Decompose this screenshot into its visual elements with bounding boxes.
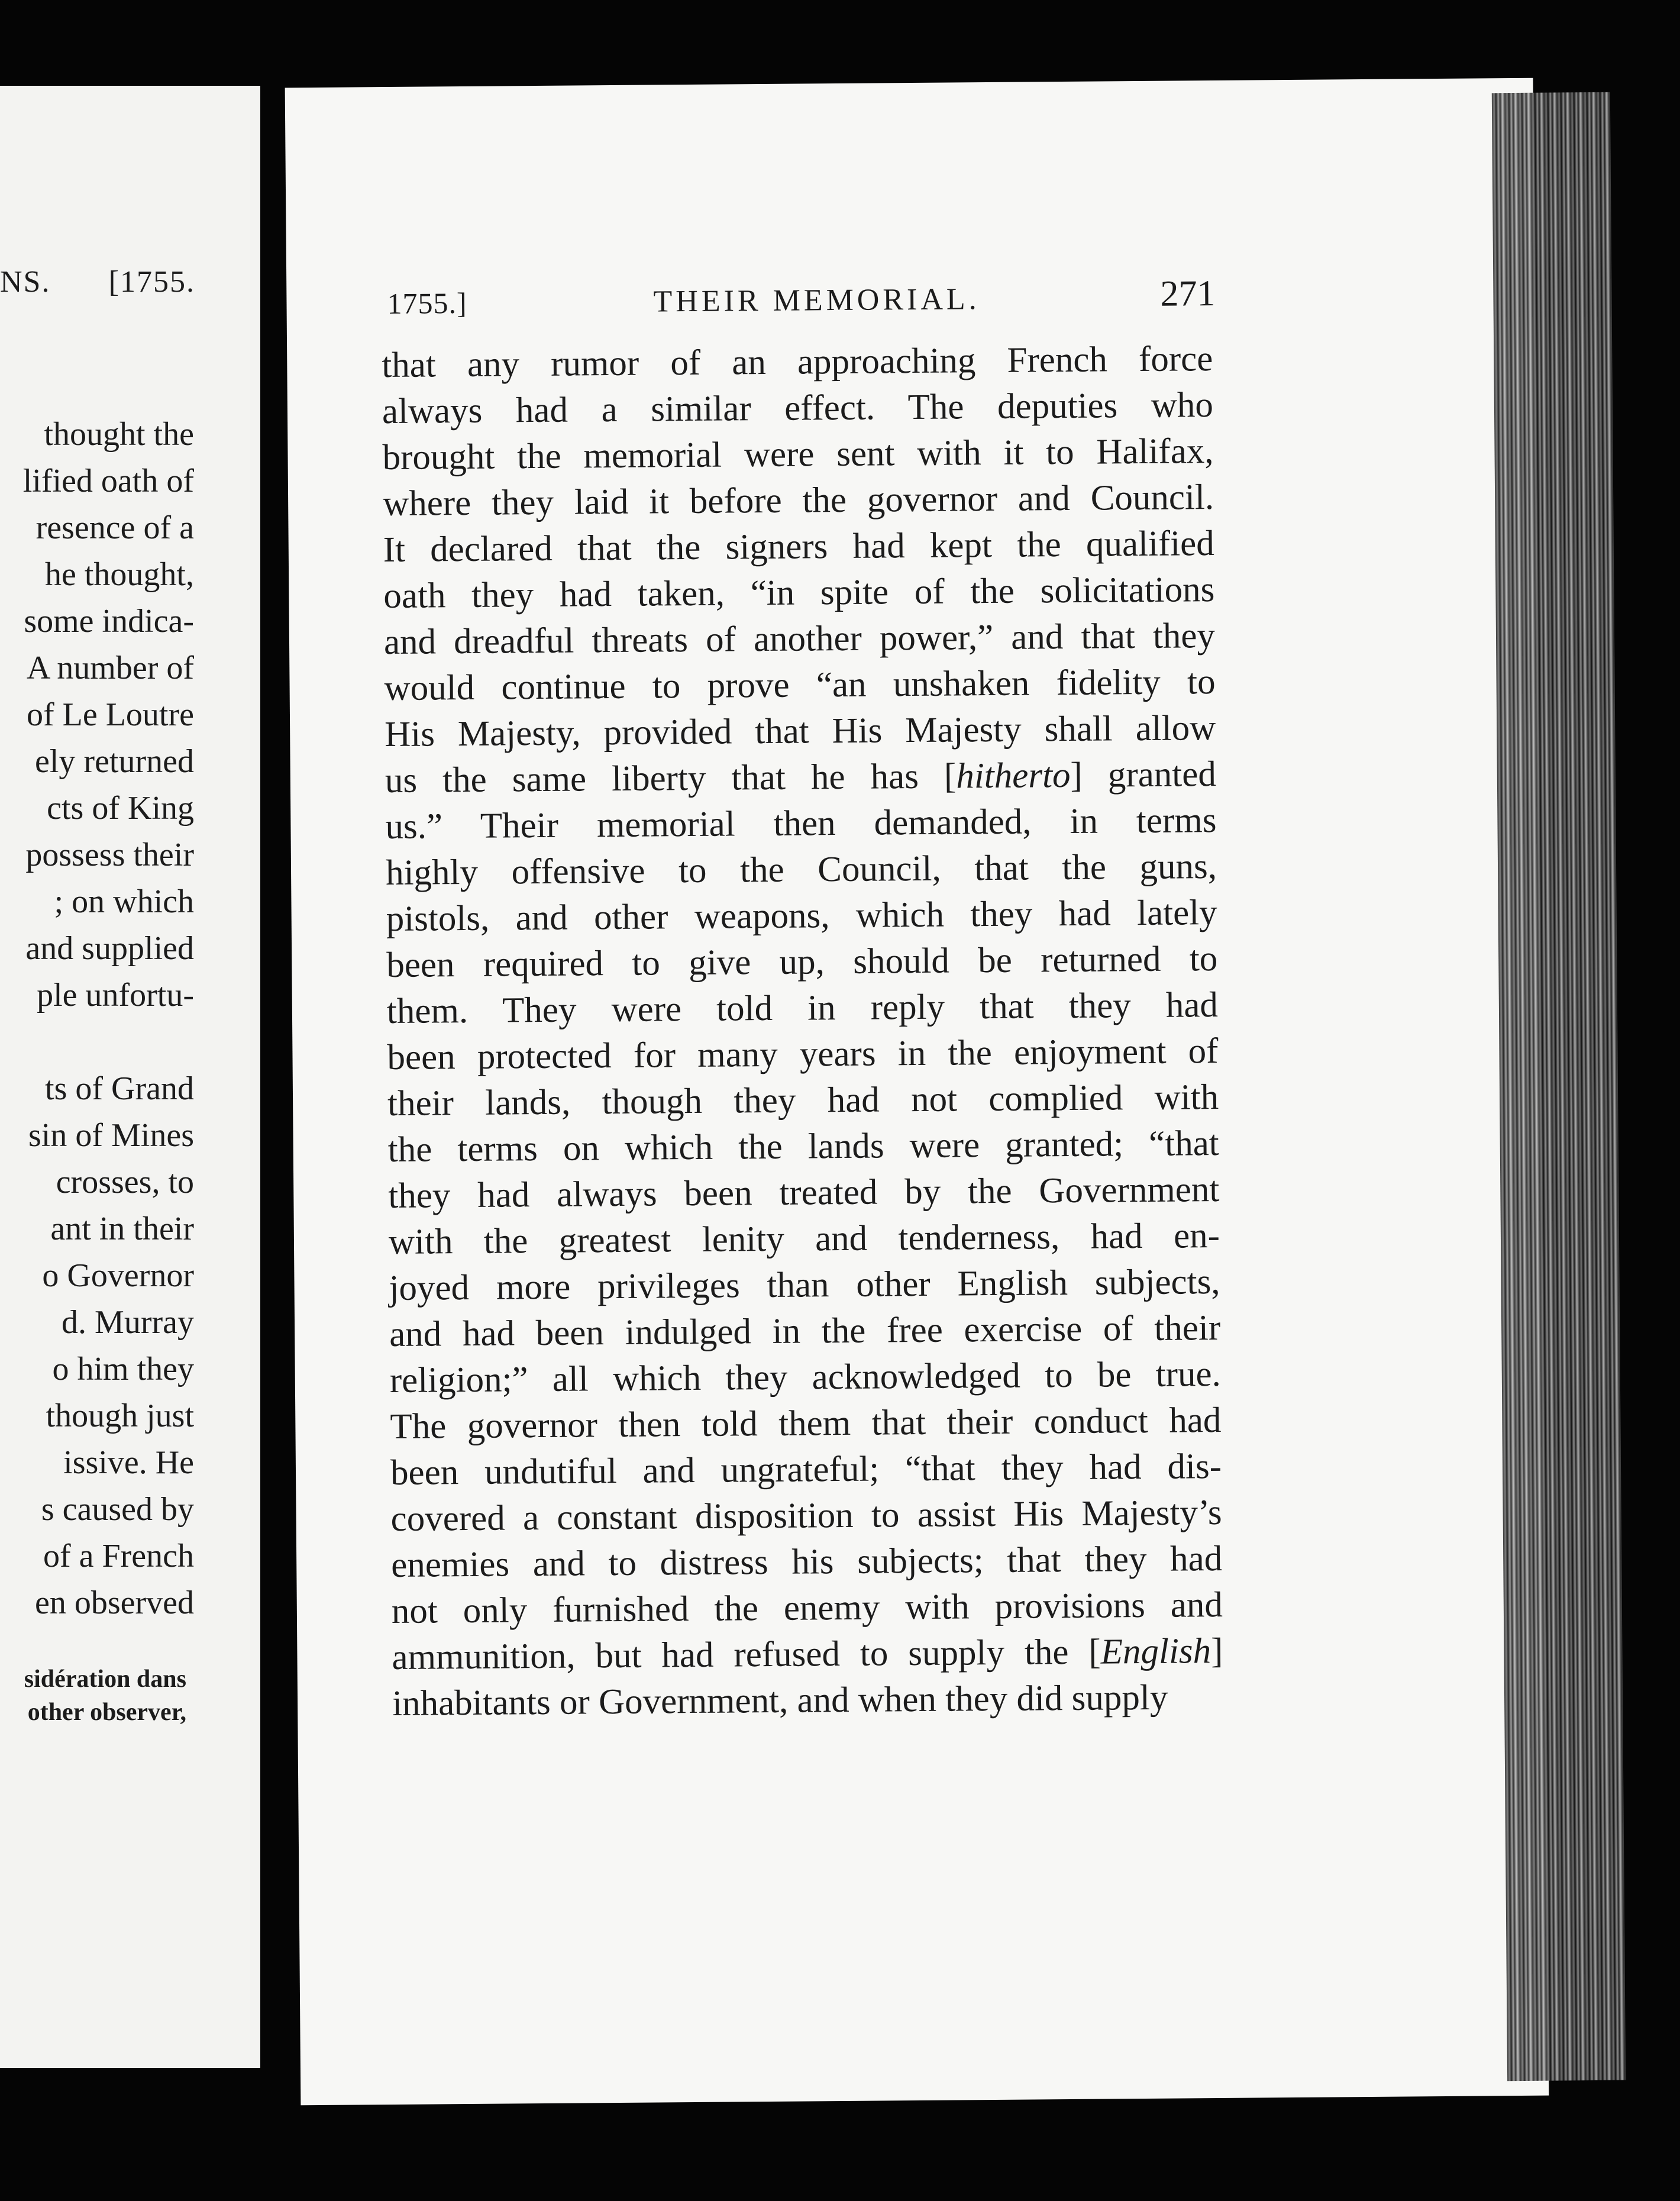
left-page-line: of a French <box>43 1538 194 1574</box>
body-line <box>387 1074 1219 1127</box>
text-run: ammunition, but had refused to supply the [ <box>392 1632 1101 1677</box>
italic-text: English <box>1100 1631 1211 1672</box>
text-run: and dreadful threats of another power,” and that they <box>383 616 1216 663</box>
text-run: ] granted <box>1070 754 1217 795</box>
body-line <box>390 1398 1222 1450</box>
left-page-line: some indica- <box>24 603 194 640</box>
text-run: been protected for many years in the enjoyment of <box>387 1031 1219 1078</box>
left-running-year: [1755. <box>108 265 195 299</box>
body-line <box>386 936 1218 989</box>
running-title: THEIR MEMORIAL. <box>653 282 980 319</box>
left-page-line: ple unfortu- <box>37 977 194 1014</box>
running-head <box>387 273 1216 338</box>
text-run: that any rumor of an approaching French force <box>382 339 1213 386</box>
left-page-line: though just <box>46 1398 194 1434</box>
page-fore-edge <box>1492 92 1626 2081</box>
left-page-line: en observed <box>34 1584 194 1621</box>
body-line <box>383 567 1215 619</box>
left-page-line: crosses, to <box>56 1164 194 1200</box>
body-line <box>385 798 1217 850</box>
body-line <box>390 1444 1222 1496</box>
left-page-line: o him they <box>52 1351 194 1387</box>
running-year: 1755.] <box>387 286 467 320</box>
body-line <box>382 382 1214 435</box>
body-line <box>382 336 1213 389</box>
body-line <box>392 1674 1224 1727</box>
left-page-text <box>0 411 194 1626</box>
left-page-line: lified oath of <box>22 463 194 499</box>
text-run: been undutiful and ungrateful; “that they had dis- <box>390 1446 1222 1493</box>
text-run: inhabitants or Government, and when they did supply <box>392 1677 1168 1724</box>
text-run: The governor then told them that their conduct had <box>390 1400 1222 1447</box>
page-number: 271 <box>1160 273 1216 314</box>
text-run: pistols, and other weapons, which they had lately <box>386 893 1217 940</box>
left-page-line: ts of Grand <box>45 1070 194 1107</box>
left-page-line: ; on which <box>54 883 194 920</box>
left-page-footnote-line: other observer, <box>27 1699 186 1726</box>
text-run: brought the memorial were sent with it to Halifax, <box>382 431 1214 478</box>
text-run: highly offensive to the Council, that the guns, <box>385 847 1217 893</box>
text-run: would continue to prove “an unshaken fidelity to <box>384 662 1216 709</box>
text-run: their lands, though they had not complied with <box>387 1077 1219 1124</box>
text-run: and had been indulged in the free exercise of their <box>389 1308 1221 1355</box>
left-page-footnote-line: sidération dans <box>24 1666 186 1693</box>
left-page-line: resence of a <box>35 509 194 546</box>
body-line <box>389 1305 1221 1358</box>
left-page-line: cts of King <box>47 790 194 827</box>
body-line <box>388 1167 1220 1219</box>
body-line <box>389 1259 1220 1312</box>
text-run: covered a constant disposition to assist His Majesty’s <box>390 1492 1222 1540</box>
text-run: His Majesty, provided that His Majesty shall allow <box>384 708 1216 755</box>
left-page-line: sin of Mines <box>28 1117 194 1154</box>
text-run: oath they had taken, “in spite of the solicitations <box>383 570 1215 617</box>
text-run: enemies and to distress his subjects; that they had <box>390 1538 1223 1586</box>
left-page-line: possess their <box>25 837 194 873</box>
text-run: been required to give up, should be returned to <box>386 939 1218 986</box>
left-page-line: and supplied <box>25 930 194 967</box>
body-line <box>384 659 1216 712</box>
text-run: us the same liberty that he has [ <box>385 756 957 801</box>
body-line <box>383 521 1214 573</box>
body-line <box>385 751 1217 804</box>
body-line <box>386 890 1217 943</box>
body-line <box>389 1213 1220 1266</box>
left-running-head <box>0 264 195 312</box>
left-page-line: he thought, <box>45 556 194 593</box>
text-run: them. They were told in reply that they had <box>386 985 1219 1032</box>
body-line <box>387 982 1219 1035</box>
text-run: with the greatest lenity and tenderness, had en- <box>388 1215 1220 1263</box>
text-run: joyed more privileges than other English subjects, <box>389 1261 1220 1309</box>
text-run: where they laid it before the governor and Council. <box>382 477 1214 524</box>
text-run: always had a similar effect. The deputies who <box>382 385 1214 432</box>
text-run: the terms on which the lands were granted; “that <box>387 1123 1219 1170</box>
left-page-line: d. Murray <box>62 1304 194 1341</box>
body-line <box>383 475 1214 527</box>
body-line <box>382 428 1214 481</box>
left-running-title-fragment: NS. <box>0 265 51 299</box>
body-line <box>384 613 1216 666</box>
main-page <box>285 78 1549 2105</box>
body-line <box>387 1121 1219 1173</box>
text-run: us.” Their memorial then demanded, in terms <box>385 801 1217 847</box>
left-page-line: A number of <box>26 650 194 686</box>
text-run: ] <box>1210 1631 1223 1671</box>
body-line <box>391 1536 1223 1589</box>
body-line <box>392 1582 1223 1635</box>
body-text <box>382 336 1223 1727</box>
left-page-line: thought the <box>44 416 194 453</box>
body-line <box>392 1628 1223 1681</box>
left-page-line: s caused by <box>41 1491 194 1528</box>
italic-text: hitherto <box>956 755 1071 796</box>
body-line <box>385 705 1216 758</box>
left-page-line <box>0 1019 194 1066</box>
text-run: they had always been treated by the Government <box>388 1169 1220 1216</box>
facing-page-left <box>0 86 260 2068</box>
text-run: not only furnished the enemy with provisions and <box>391 1584 1223 1632</box>
text-run: religion;” all which they acknowledged to be true. <box>389 1354 1222 1401</box>
body-line <box>390 1351 1222 1404</box>
left-page-line: of Le Loutre <box>27 696 194 733</box>
body-line <box>386 844 1217 896</box>
body-line <box>387 1028 1219 1081</box>
text-run: It declared that the signers had kept the qualified <box>383 524 1215 570</box>
left-page-line: ant in their <box>50 1211 194 1247</box>
left-page-line: issive. He <box>63 1444 194 1481</box>
body-line <box>390 1490 1222 1542</box>
left-page-line: o Governor <box>42 1257 194 1294</box>
left-page-footnotes <box>0 1663 186 1729</box>
left-page-line: ely returned <box>35 743 194 780</box>
